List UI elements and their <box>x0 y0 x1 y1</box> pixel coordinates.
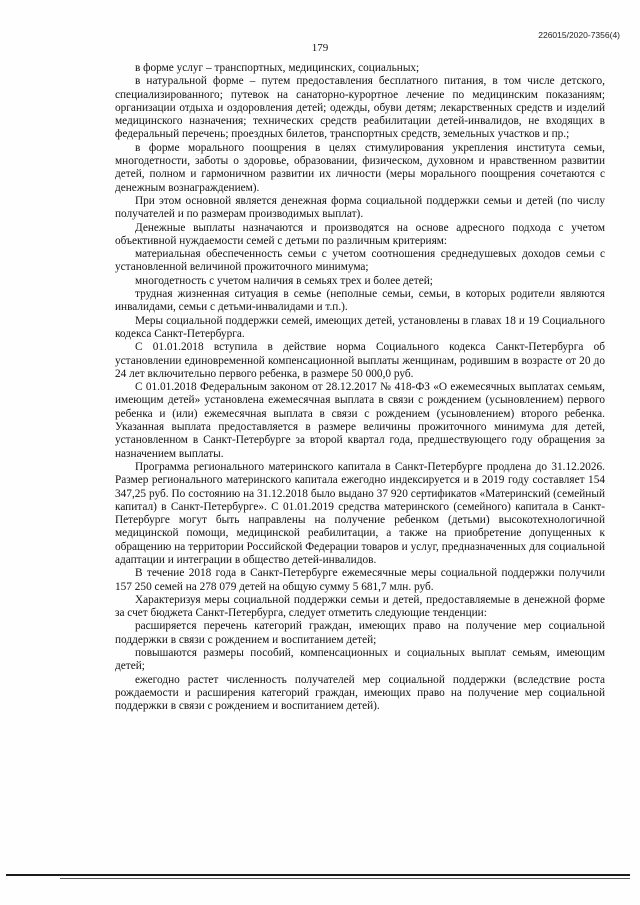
paragraph: в форме морального поощрения в целях стимулирования укрепления института семьи, многодетности, заботы о здоровье, образовании, физическом, духовном и нравственном развитии детей, полном и гармоничном развитии их личности (меры морального поощрения сочетаются с денежным вознаграждением). <box>115 141 605 194</box>
paragraph: Денежные выплаты назначаются и производятся на основе адресного подхода с учетом объективной нуждаемости семей с детьми по различным критериям: <box>115 221 605 247</box>
paragraph: трудная жизненная ситуация в семье (неполные семьи, семьи, в которых родители являются инвалидами, семьи с детьми-инвалидами и т.п.). <box>115 288 605 314</box>
paragraph: многодетность с учетом наличия в семьях трех и более детей; <box>135 274 433 287</box>
scan-line <box>60 878 630 879</box>
paragraph: материальная обеспеченность семьи с учетом соотношения среднедушевых доходов семьи с установленной величиной прожиточного минимума; <box>115 248 605 274</box>
document-id: 226015/2020-7356(4) <box>538 30 620 40</box>
scan-edge-lines <box>0 874 640 882</box>
paragraph: расширяется перечень категорий граждан, имеющих право на получение мер социальной поддержки в связи с рождением и воспитанием детей; <box>115 620 605 646</box>
paragraph: С 01.01.2018 вступила в действие норма Социального кодекса Санкт-Петербурга об установлении единовременной компенсационной выплаты женщинам, родившим в возрасте от 20 до 24 лет включительно первого ребенка, в размере 50 000,0 руб. <box>115 341 605 380</box>
paragraph: С 01.01.2018 Федеральным законом от 28.12.2017 № 418-ФЗ «О ежемесячных выплатах семьям, имеющим детей» установлена ежемесячная выплата в связи с рождением (усыновлением) первого ребенка и (или) ежемесячная выплата в связи с рождением (усыновлением) второго ребенка. Указанная выплата предоставляется в размере величины прожиточного минимума для детей, установленном в Санкт-Петербурге за второй квартал года, предшествующего году обращения за назначением выплаты. <box>115 381 605 460</box>
document-body <box>115 62 605 714</box>
scan-line <box>6 874 630 876</box>
paragraph: в натуральной форме – путем предоставления бесплатного питания, в том числе детского, специализированного; путевок на санаторно-курортное лечение по медицинским показаниям; организации отдыха и оздоровления детей; одежды, обуви детям; лекарственных средств и изделий медицинского назначения; технических средств реабилитации детей-инвалидов, не входящих в федеральный перечень; проездных билетов, транспортных средств, земельных участков и пр.; <box>115 75 605 141</box>
paragraph: Меры социальной поддержки семей, имеющих детей, установлены в главах 18 и 19 Социального кодекса Санкт-Петербурга. <box>115 314 605 340</box>
paragraph: Программа регионального материнского капитала в Санкт-Петербурге продлена до 31.12.2026. Размер регионального материнского капитала ежегодно индексируется и в 2019 году составляет 154 347,25 руб. По состоянию на 31.12.2018 было выдано 37 920 сертификатов «Материнский (семейный капитал) в Санкт-Петербурге». С 01.01.2019 средства материнского (семейного) капитала в Санкт-Петербурге могут быть направлены на получение ребенком (детьми) высокотехнологичной медицинской помощи, медицинской реабилитации, а также на приобретение допущенных к обращению на территории Российской Федерации товаров и услуг, предназначенных для социальной адаптации и интеграции в общество детей-инвалидов. <box>115 460 605 566</box>
paragraph: ежегодно растет численность получателей мер социальной поддержки (вследствие роста рождаемости и расширения категорий граждан, имеющих право на получение мер социальной поддержки в связи с рождением и воспитанием детей). <box>115 673 605 713</box>
paragraph: в форме услуг – транспортных, медицинских, социальных; <box>135 62 420 74</box>
paragraph: В течение 2018 года в Санкт-Петербурге ежемесячные меры социальной поддержки получили 157 250 семей на 278 079 детей на общую сумму 5 681,7 млн. руб. <box>115 567 605 593</box>
page-number: 179 <box>311 42 329 54</box>
paragraph: повышаются размеры пособий, компенсационных и социальных выплат семьям, имеющим детей; <box>115 647 605 673</box>
paragraph: При этом основной является денежная форма социальной поддержки семьи и детей (по числу получателей и по размерам производимых выплат). <box>115 194 605 221</box>
paragraph: Характеризуя меры социальной поддержки семьи и детей, предоставляемые в денежной форме за счет бюджета Санкт-Петербурга, следует отметить следующие тенденции: <box>115 593 605 620</box>
